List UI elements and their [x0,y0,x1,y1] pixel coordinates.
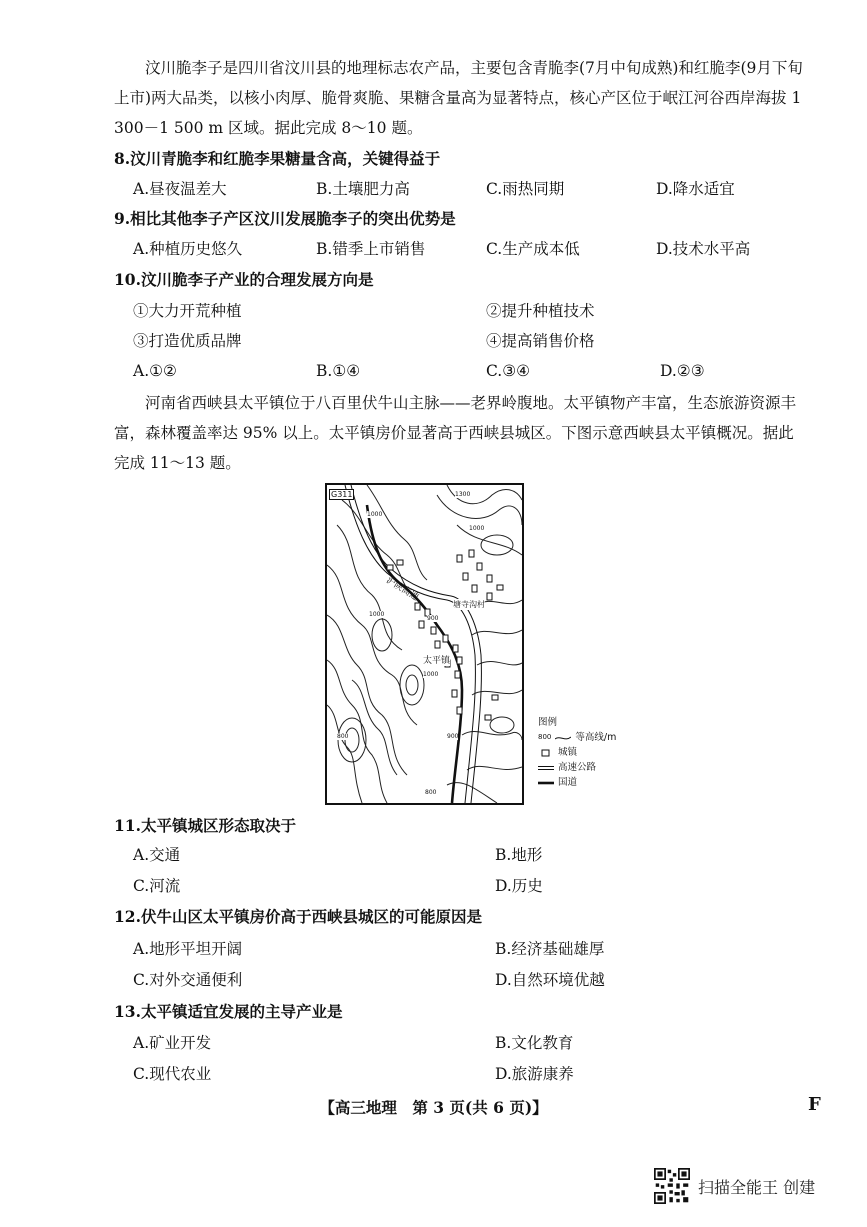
legend-contour-value: 800 [538,733,552,741]
option-b: B.经济基础雄厚 [495,940,605,958]
option-b: B.地形 [495,846,543,864]
question-8-options [133,174,813,204]
option-d: D.技术水平高 [656,240,751,258]
page-footer: 【高三地理 第 3 页(共 6 页)】 [319,1098,548,1117]
option-c: C.河流 [133,877,181,895]
village-label: 塘寺沟村 [453,600,485,609]
legend-item-expressway [538,760,616,775]
highway-name-label: 沪陕高速 [384,575,420,604]
option-d: D.②③ [660,362,705,380]
contour-label: 1000 [469,525,485,532]
map-legend [538,715,616,790]
legend-title: 图例 [538,717,558,728]
contour-label: 900 [447,733,459,740]
question-12-options-row1 [133,934,813,964]
contour-map-svg [327,485,522,803]
question-13-options-row2 [133,1059,813,1089]
taiping-town-map [325,483,524,805]
legend-label: 等高线/m [575,732,617,743]
town-block-icon [538,749,554,757]
question-13-options-row1 [133,1028,813,1058]
option-b: B.土壤肥力高 [316,180,410,198]
question-8-stem: 8.汶川青脆李和红脆李果糖量含高，关键得益于 [114,149,441,168]
town-label: 太平镇 [423,653,450,666]
question-9-stem: 9.相比其他李子产区汶川发展脆李子的突出优势是 [114,209,456,228]
question-10-items-row2 [133,326,813,356]
option-a: A.交通 [133,846,181,864]
option-c: C.③④ [486,362,531,380]
contour-label: 1000 [369,611,385,618]
legend-label: 高速公路 [558,762,597,773]
question-9-options [133,234,813,264]
contour-label: 1000 [423,671,439,678]
option-b: B.①④ [316,362,361,380]
option-a: A.矿业开发 [133,1034,212,1052]
national-road-icon [538,779,554,787]
question-10-stem: 10.汶川脆李子产业的合理发展方向是 [114,270,374,289]
question-11-options-row1 [133,840,813,870]
paper-version-mark: F [808,1094,821,1115]
scanner-text: 扫描全能王 创建 [698,1177,816,1197]
question-11-stem: 11.太平镇城区形态取决于 [114,816,296,835]
option-d: D.旅游康养 [495,1065,574,1083]
option-a: A.昼夜温差大 [133,180,227,198]
option-a: A.①② [133,362,177,380]
passage-intro-11-13: 河南省西峡县太平镇位于八百里伏牛山主脉——老界岭腹地。太平镇物产丰富，生态旅游资源丰富，森林覆盖率达 95% 以上。太平镇房价显著高于西峡县城区。下图示意西峡县太平镇概况。据此完成 11～13 题。 [114,394,797,472]
legend-label: 国道 [558,777,578,788]
question-12-stem: 12.伏牛山区太平镇房价高于西峡县城区的可能原因是 [114,907,482,926]
option-c: C.雨热同期 [486,180,565,198]
contour-icon [555,734,571,742]
option-d: D.历史 [495,877,543,895]
expressway-icon [538,764,554,772]
contour-label: 800 [337,733,349,740]
question-11-options-row2 [133,871,813,901]
option-d: D.降水适宜 [656,180,735,198]
legend-item-contour [538,730,616,745]
option-c: C.生产成本低 [486,240,580,258]
contour-label: 800 [425,789,437,796]
item-2: ②提升种植技术 [486,302,595,320]
item-4: ④提高销售价格 [486,332,595,350]
question-10-items-row1 [133,296,813,326]
road-code-label: G311 [331,490,353,499]
contour-label: 1000 [367,511,383,518]
qr-code-icon [654,1168,690,1204]
question-13-stem: 13.太平镇适宜发展的主导产业是 [114,1002,343,1021]
option-c: C.对外交通便利 [133,971,243,989]
option-a: A.种植历史悠久 [133,240,243,258]
scanner-watermark [654,1168,815,1204]
question-12-options-row2 [133,965,813,995]
legend-label: 城镇 [558,747,578,758]
option-c: C.现代农业 [133,1065,212,1083]
legend-item-national-road [538,775,616,790]
contour-label: 1300 [455,491,471,498]
question-10-options [133,356,813,386]
item-1: ①大力开荒种植 [133,302,242,320]
passage-intro-8-10: 汶川脆李子是四川省汶川县的地理标志农产品，主要包含青脆李(7月中旬成熟)和红脆李(9月下旬上市)两大品类，以核小肉厚、脆骨爽脆、果糖含量高为显著特点，核心产区位于岷江河谷西岸海拔 1 300－1 500 m 区域。据此完成 8～10 题。 [114,59,803,137]
legend-item-town [538,745,616,760]
option-b: B.文化教育 [495,1034,574,1052]
option-d: D.自然环境优越 [495,971,605,989]
option-b: B.错季上市销售 [316,240,426,258]
option-a: A.地形平坦开阔 [133,940,243,958]
contour-label: 900 [427,615,439,622]
item-3: ③打造优质品牌 [133,332,242,350]
